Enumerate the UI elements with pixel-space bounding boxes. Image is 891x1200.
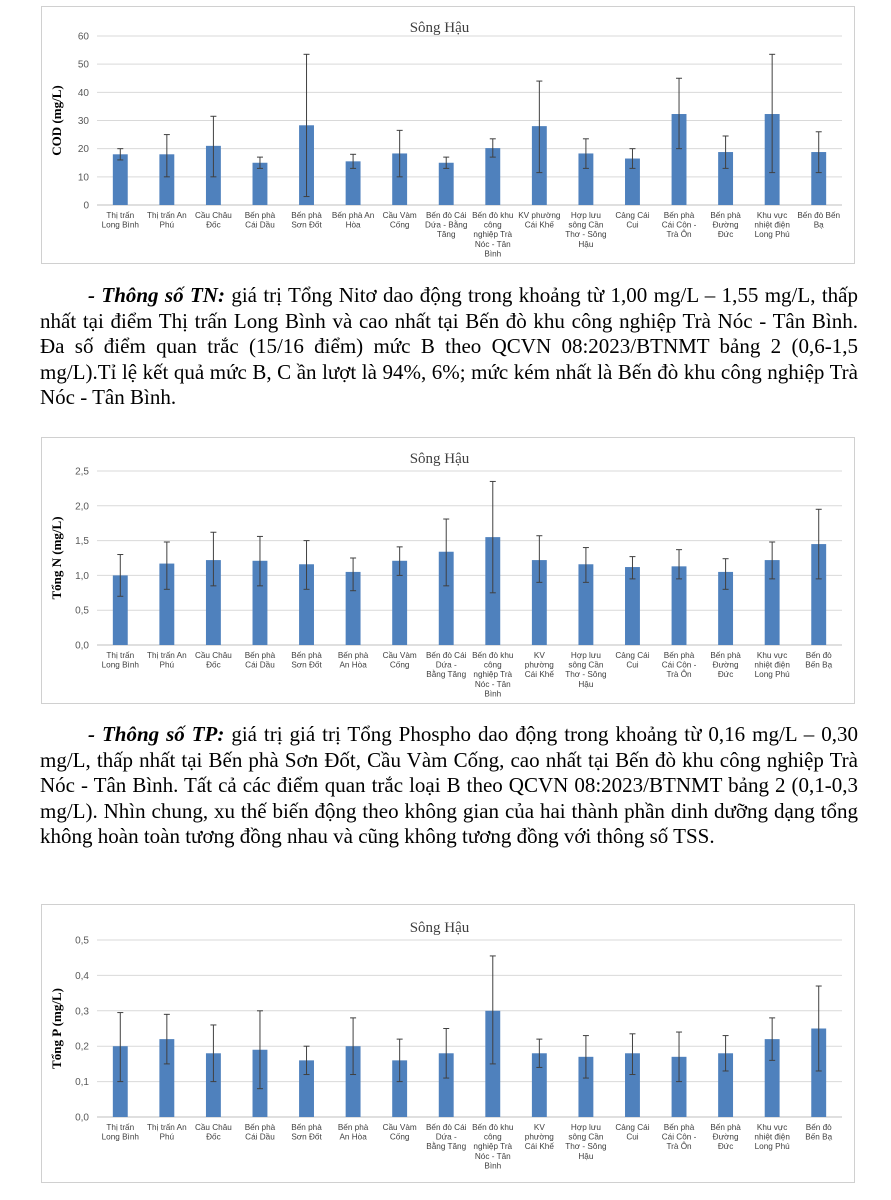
category-label: Hợp lưu sông Cần Thơ - Sông Hậu: [565, 651, 607, 689]
chart-title: Sông Hậu: [409, 920, 470, 936]
y-tick-label: 0,0: [75, 640, 89, 652]
total-n-chart: [41, 437, 855, 704]
y-tick-label: 0,5: [75, 935, 89, 947]
bar: [253, 163, 268, 205]
y-tick-label: 0,0: [75, 1112, 89, 1124]
category-label: KV phường Cái Khế: [518, 211, 561, 230]
category-label: Bến đò Cái Dứa - Bằng Tăng: [425, 211, 468, 240]
category-label: Bến đò Bến Bạ: [797, 211, 841, 230]
y-tick-label: 0,4: [75, 970, 89, 982]
y-tick-label: 10: [77, 172, 89, 184]
category-label: Bến phà Cái Côn -Trà Ôn: [661, 1123, 697, 1152]
tp-paragraph: [40, 722, 858, 850]
category-label: Bến đò Bến Bạ: [805, 1123, 833, 1142]
tn-paragraph: [40, 283, 858, 411]
y-tick-label: 0,1: [75, 1077, 89, 1089]
chart-title: Sông Hậu: [409, 20, 470, 36]
category-label: Bến đò khu công nghiệp Trà Nóc - Tân Bình: [472, 1123, 514, 1171]
category-label: Thị trấn An Phú: [147, 1123, 187, 1142]
category-label: Bến phà Đường Đức: [710, 1123, 741, 1152]
tp-lead: - Thông số TP:: [88, 722, 225, 746]
total-n-chart-svg: [42, 438, 854, 703]
category-label: Khu vực nhiệt điện Long Phú: [754, 1123, 790, 1152]
category-label: Thị trấn Long Bình: [101, 651, 139, 670]
y-tick-label: 1,0: [75, 570, 89, 582]
category-label: Bến phà Sơn Đốt: [291, 211, 322, 230]
y-tick-label: 30: [77, 116, 89, 127]
category-label: Bến phà Đường Đức: [710, 651, 741, 680]
category-label: Hợp lưu sông Cần Thơ - Sông Hậu: [565, 1123, 607, 1161]
category-label: Cảng Cái Cui: [615, 651, 650, 670]
category-label: Cầu Vàm Cống: [382, 1123, 417, 1142]
category-label: Hợp lưu sông Cần Thơ - Sông Hậu: [565, 211, 607, 249]
category-label: Cầu Vàm Cống: [382, 211, 417, 230]
category-label: Bến phà Đường Đức: [710, 211, 741, 240]
category-label: Bến phà Cái Dầu: [244, 211, 276, 230]
category-label: KV phường Cái Khế: [524, 1123, 554, 1152]
category-label: Cầu Châu Đốc: [194, 1123, 232, 1142]
tn-lead: - Thông số TN:: [88, 283, 225, 307]
y-tick-label: 50: [77, 59, 89, 71]
tp-body: giá trị giá trị Tổng Phospho dao động trong khoảng từ 0,16 mg/L – 0,30 mg/L, thấp nhất tại Bến phà Sơn Đốt, Cầu Vàm Cống, cao nhất tại Bến đò khu công nghiệp Trà Nóc - Tân Bình. Tất cả các điểm quan trắc loại B theo QCVN 08:2023/BTNMT bảng 2 (0,1-0,3 mg/L). Nhìn chung, xu thế biến động theo không gian của hai thành phần dinh dưỡng dạng tổng không hoàn toàn tương đồng nhau và cũng không tương đồng với thông số TSS.: [40, 722, 858, 849]
category-label: Thị trấn Long Bình: [101, 1123, 139, 1142]
category-label: Bến đò Bến Bạ: [805, 651, 833, 670]
y-tick-label: 0,5: [75, 605, 89, 617]
cod-chart: [41, 6, 855, 264]
category-label: Thị trấn Long Bình: [101, 211, 139, 230]
y-tick-label: 0: [83, 200, 89, 212]
category-label: Bến đò khu công nghiệp Trà Nóc - Tân Bình: [472, 651, 514, 699]
category-label: Cảng Cái Cui: [615, 211, 650, 230]
category-label: Bến đò khu công nghiệp Trà Nóc - Tân Bình: [472, 211, 514, 259]
category-label: Cầu Châu Đốc: [194, 211, 232, 230]
category-label: Bến phà An Hòa: [331, 211, 375, 230]
y-tick-label: 60: [77, 31, 89, 43]
y-tick-label: 2,0: [75, 501, 89, 513]
category-label: Bến phà Cái Dầu: [244, 1123, 276, 1142]
category-label: KV phường Cái Khế: [524, 651, 554, 680]
category-label: Bến đò Cái Dứa -Bằng Tăng: [425, 651, 467, 680]
category-label: Khu vực nhiệt điện Long Phú: [754, 651, 790, 680]
category-label: Khu vực nhiệt điện Long Phú: [754, 211, 790, 240]
category-label: Bến phà Cái Côn -Trà Ôn: [661, 651, 697, 680]
y-axis-label: Tổng P (mg/L): [49, 988, 64, 1069]
category-label: Thị trấn An Phú: [147, 651, 187, 670]
category-label: Cầu Châu Đốc: [194, 651, 232, 670]
category-label: Bến phà Sơn Đốt: [291, 1123, 322, 1142]
chart-title: Sông Hậu: [409, 451, 470, 467]
y-tick-label: 0,3: [75, 1006, 89, 1018]
y-tick-label: 1,5: [75, 536, 89, 548]
y-tick-label: 40: [77, 87, 89, 99]
bar: [439, 163, 454, 205]
cod-chart-svg: [42, 7, 854, 263]
category-label: Bến phà Sơn Đốt: [291, 651, 322, 670]
total-p-chart-svg: [42, 905, 854, 1182]
category-label: Bến phà An Hòa: [337, 651, 369, 670]
category-label: Bến phà Cái Dầu: [244, 651, 276, 670]
category-label: Bến đò Cái Dứa -Bằng Tăng: [425, 1123, 467, 1152]
category-label: Bến phà An Hòa: [337, 1123, 369, 1142]
y-tick-label: 20: [77, 144, 89, 156]
y-tick-label: 0,2: [75, 1041, 89, 1053]
category-label: Cầu Vàm Cống: [382, 651, 417, 670]
y-axis-label: COD (mg/L): [49, 85, 64, 156]
category-label: Cảng Cái Cui: [615, 1123, 650, 1142]
bar: [113, 154, 128, 205]
category-label: Thị trấn An Phú: [147, 211, 187, 230]
tn-body: giá trị Tổng Nitơ dao động trong khoảng từ 1,00 mg/L – 1,55 mg/L, thấp nhất tại điểm Thị trấn Long Bình và cao nhất tại Bến đò khu công nghiệp Trà Nóc - Tân Bình. Đa số điểm quan trắc (15/16 điểm) mức B theo QCVN 08:2023/BTNMT bảng 2 (0,6-1,5 mg/L).Tỉ lệ kết quả mức B, C ần lượt là 94%, 6%; mức kém nhất là Bến đò khu công nghiệp Trà Nóc - Tân Bình.: [40, 283, 858, 410]
y-tick-label: 2,5: [75, 466, 89, 478]
y-axis-label: Tổng N (mg/L): [49, 516, 64, 600]
total-p-chart: [41, 904, 855, 1183]
category-label: Bến phà Cái Côn -Trà Ôn: [661, 211, 697, 240]
